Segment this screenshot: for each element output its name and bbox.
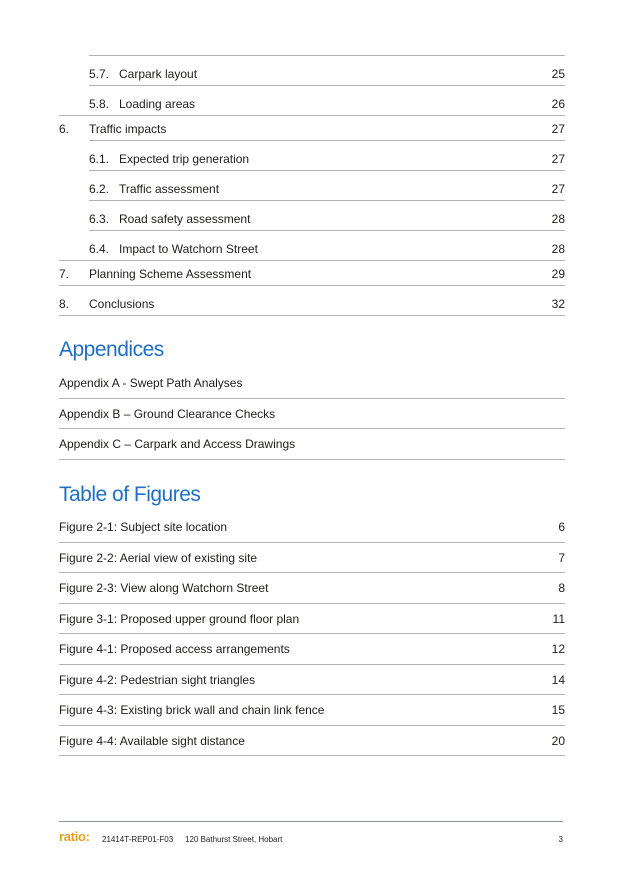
toc-entry-title: Loading areas: [119, 97, 196, 111]
toc-entry-page: 25: [551, 67, 565, 81]
toc-entry-title: Impact to Watchorn Street: [119, 242, 258, 256]
appendices-heading: Appendices: [59, 338, 164, 361]
figure-item[interactable]: [59, 726, 565, 757]
figure-page: 14: [551, 672, 565, 687]
toc-entry-5-8[interactable]: [89, 85, 565, 115]
figure-title: Figure 4-1: Proposed access arrangements: [59, 642, 290, 656]
toc-entry-number: 6.: [59, 122, 70, 136]
toc-entry-number: 8.: [59, 297, 70, 311]
toc-entry-page: 26: [551, 97, 565, 111]
toc-entry-6[interactable]: [59, 115, 565, 140]
contents-list: [59, 55, 565, 316]
figure-item[interactable]: [59, 634, 565, 665]
figure-page: 7: [558, 550, 565, 565]
figure-title: Figure 3-1: Proposed upper ground floor plan: [59, 611, 300, 626]
toc-entry-page: 27: [551, 182, 565, 196]
toc-entry-page: 28: [551, 212, 565, 226]
appendix-item[interactable]: [59, 399, 565, 430]
toc-entry-6-1[interactable]: [89, 140, 565, 170]
toc-entry-5-7[interactable]: [89, 55, 565, 85]
toc-entry-number: 5.7.: [89, 67, 110, 81]
toc-entry-number: 7.: [59, 267, 70, 281]
site-address: 120 Bathurst Street, Hobart: [185, 835, 283, 844]
toc-entry-title: Carpark layout: [119, 67, 198, 81]
toc-entry-6-2[interactable]: [89, 170, 565, 200]
figures-list: [59, 512, 565, 756]
toc-entry-title: Traffic assessment: [119, 182, 220, 196]
toc-entry-title: Road safety assessment: [119, 212, 251, 226]
toc-entry-page: 28: [551, 242, 565, 256]
appendix-item[interactable]: [59, 429, 565, 460]
toc-entry-title: Planning Scheme Assessment: [89, 267, 252, 281]
toc-divider: [59, 315, 565, 316]
appendix-title: Appendix B – Ground Clearance Checks: [59, 406, 276, 421]
figure-item[interactable]: [59, 512, 565, 543]
toc-entry-8[interactable]: [59, 285, 565, 315]
toc-entry-page: 27: [551, 152, 565, 166]
toc-entry-7[interactable]: [59, 260, 565, 285]
toc-entry-number: 6.2.: [89, 182, 110, 196]
appendix-title: Appendix C – Carpark and Access Drawings: [59, 437, 296, 451]
toc-entry-6-3[interactable]: [89, 200, 565, 230]
figure-page: 20: [551, 733, 565, 748]
ratio-logo: ratio:: [59, 829, 90, 844]
toc-entry-6-4[interactable]: [89, 230, 565, 260]
appendices-list: [59, 368, 565, 460]
figure-page: 8: [558, 581, 565, 595]
toc-entry-title: Conclusions: [89, 297, 155, 311]
figures-heading: Table of Figures: [59, 483, 201, 506]
toc-entry-page: 32: [551, 297, 565, 311]
figure-title: Figure 4-3: Existing brick wall and chain link fence: [59, 703, 325, 717]
figure-title: Figure 4-2: Pedestrian sight triangles: [59, 672, 256, 687]
figure-title: Figure 2-2: Aerial view of existing site: [59, 550, 258, 565]
toc-entry-number: 6.1.: [89, 152, 110, 166]
figure-item[interactable]: [59, 665, 565, 696]
figure-page: 11: [552, 611, 565, 626]
toc-entry-page: 27: [551, 122, 565, 136]
figure-page: 15: [551, 703, 565, 717]
appendix-item[interactable]: [59, 368, 565, 399]
toc-entry-number: 6.3.: [89, 212, 110, 226]
toc-entry-number: 6.4.: [89, 242, 110, 256]
toc-entry-title: Expected trip generation: [119, 152, 250, 166]
figure-item[interactable]: [59, 604, 565, 635]
appendix-title: Appendix A - Swept Path Analyses: [59, 376, 243, 390]
figure-item[interactable]: [59, 695, 565, 726]
page-footer: [59, 821, 563, 852]
figure-title: Figure 4-4: Available sight distance: [59, 733, 245, 748]
figure-item[interactable]: [59, 543, 565, 574]
document-reference: 21414T-REP01-F03: [102, 835, 174, 844]
figure-title: Figure 2-3: View along Watchorn Street: [59, 581, 269, 595]
figure-item[interactable]: [59, 573, 565, 604]
figure-page: 12: [551, 642, 565, 656]
toc-entry-title: Traffic impacts: [89, 122, 167, 136]
figure-page: 6: [558, 520, 565, 534]
page-number: 3: [558, 835, 563, 844]
figure-title: Figure 2-1: Subject site location: [59, 520, 228, 534]
toc-entry-number: 5.8.: [89, 97, 110, 111]
toc-entry-page: 29: [551, 267, 565, 281]
